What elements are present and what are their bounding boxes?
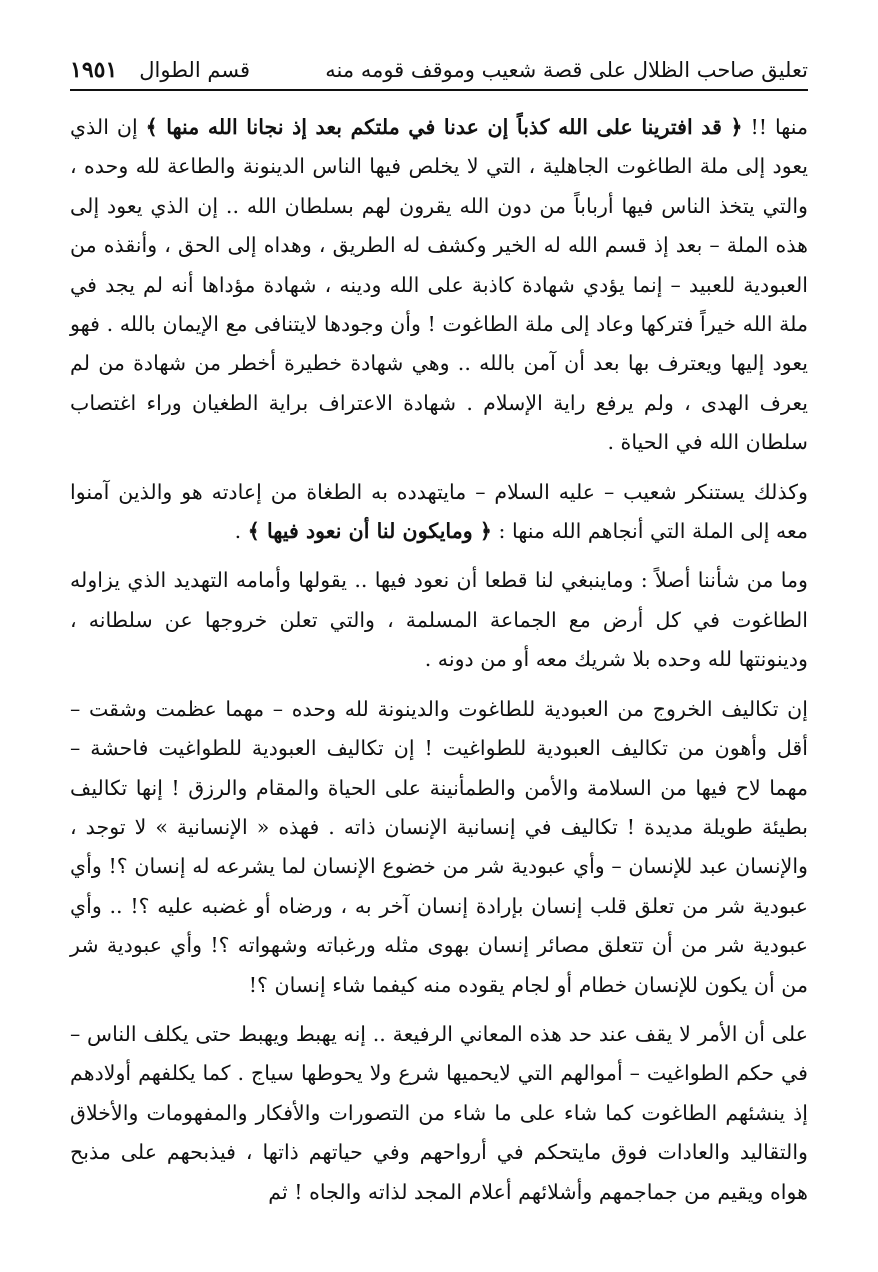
header-rule	[70, 89, 808, 91]
header-section-group	[70, 56, 250, 84]
paragraph-text: إن الذي يعود إلى ملة الطاغوت الجاهلية ، التي لا يخلص فيها الناس الدينونة والطاعة لله وحده ، والتي يتخذ الناس فيها أرباباً من دون الله يقرون لهم بسلطان الله .. إن الذي يعود إلى هذه الملة – بعد إذ قسم الله له الخير وكشف له الطريق ، وهداه إلى الحق ، وأنقذه من العبودية للعبيد – إنما يؤدي شهادة كاذبة على الله ودينه ، شهادة مؤداها أنه لم يجد في ملة الله خيراً فتركها وعاد إلى ملة الطاغوت ! وأن وجودها لايتنافى مع الإيمان بالله . فهو يعود إليها ويعترف بها بعد أن آمن بالله .. وهي شهادة خطيرة أخطر من شهادة من لم يعرف الهدى ، ولم يرفع راية الإسلام . شهادة الاعتراف براية الطغيان وراء اغتصاب سلطان الله في الحياة .	[70, 115, 808, 455]
running-header	[70, 56, 808, 84]
paragraph-text: وما من شأننا أصلاً : وماينبغي لنا قطعا أن نعود فيها .. يقولها وأمامه التهديد الذي يزاوله الطاغوت في كل أرض مع الجماعة المسلمة ، والتي تعلن خروجها عن سلطانه ، ودينونتها لله وحده بلا شريك معه أو من دونه .	[70, 568, 808, 672]
paragraph	[70, 1015, 808, 1212]
header-title: تعليق صاحب الظلال على قصة شعيب وموقف قومه منه	[325, 58, 808, 82]
page-number: ١٩٥١	[70, 57, 118, 83]
paragraph	[70, 561, 808, 679]
paragraph	[70, 108, 808, 463]
paragraph-text: إن تكاليف الخروج من العبودية للطاغوت والدينونة لله وحده – مهما عظمت وشقت – أقل وأهون من تكاليف العبودية للطواغيت ! إن تكاليف العبودية للطواغيت فاحشة – مهما لاح فيها من السلامة والأمن والطمأنينة على الحياة والمقام والرزق ! إنها تكاليف بطيئة طويلة مديدة ! تكاليف في إنسانية الإنسان ذاته . فهذه « الإنسانية » لا توجد ، والإنسان عبد للإنسان – وأي عبودية شر من خضوع الإنسان لما يشرعه له إنسان ؟! وأي عبودية شر من تعلق قلب إنسان بإرادة إنسان آخر به ، ورضاه أو غضبه عليه ؟! .. وأي عبودية شر من أن تتعلق مصائر إنسان بهوى مثله ورغباته وشهواته ؟! وأي عبودية شر من أن يكون للإنسان خطام أو لجام يقوده منه كيفما شاء إنسان ؟!	[70, 696, 808, 997]
page-body	[70, 108, 808, 1222]
paragraph-text: وكذلك يستنكر شعيب – عليه السلام – مايتهدده به الطغاة من إعادته هو والذين آمنوا معه إلى الملة التي أنجاهم الله منها :	[70, 479, 808, 544]
paragraph-text: .	[234, 519, 248, 544]
paragraph	[70, 690, 808, 1005]
paragraph-text: منها !!	[742, 115, 808, 139]
header-section: قسم الطوال	[139, 58, 251, 82]
paragraph	[70, 473, 808, 552]
paragraph-text: على أن الأمر لا يقف عند حد هذه المعاني الرفيعة .. إنه يهبط ويهبط حتى يكلف الناس – في حكم الطواغيت – أموالهم التي لايحميها شرع ولا يحوطها سياج . كما يكلفهم أولادهم إذ ينشئهم الطاغوت كما شاء على ما شاء من التصورات والأفكار والمفهومات والأخلاق والتقاليد والعادات فوق مايتحكم في أرواحهم وفي حياتهم ذاتها ، فيذبحهم على مذبح هواه ويقيم من جماجمهم وأشلائهم أعلام المجد لذاته والجاه ! ثم	[70, 1021, 808, 1204]
quran-quote: ﴿ ومايكون لنا أن نعود فيها ﴾	[247, 519, 492, 544]
quran-quote: ﴿ قد افترينا على الله كذباً إن عدنا في ملتكم بعد إذ نجانا الله منها ﴾	[145, 115, 743, 139]
